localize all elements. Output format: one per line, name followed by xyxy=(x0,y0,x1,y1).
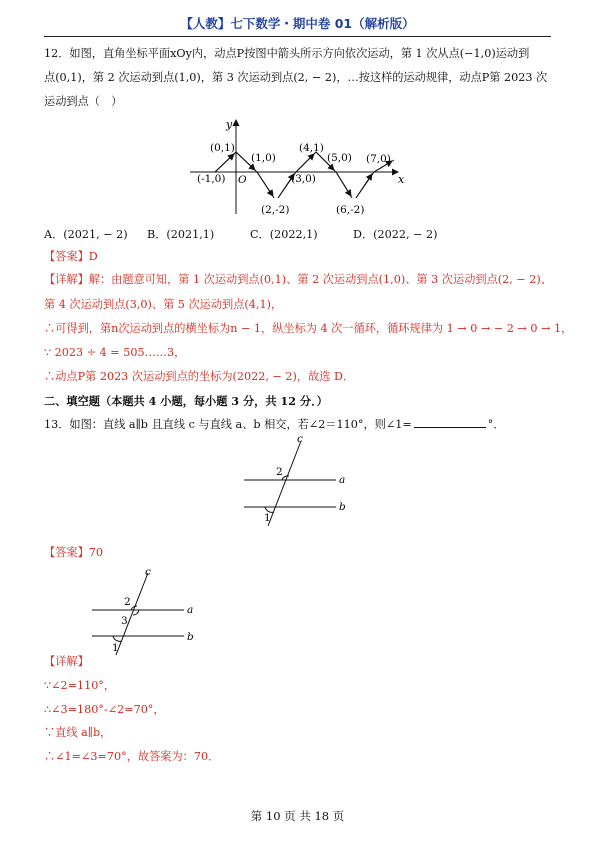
label-angle-1: 1 xyxy=(112,642,119,654)
detail-text: 解：由题意可知，第 1 次运动到点(0,1)、第 2 次运动到点(1,0)、第 3 次运动到点(2, − 2)、 xyxy=(88,273,552,286)
answer-blank xyxy=(414,417,486,428)
q12-coordinate-figure xyxy=(186,116,426,220)
line-c xyxy=(268,441,301,526)
q12-line2: 点(0,1)，第 2 次运动到点(1,0)，第 3 次运动到点(2, − 2)，…按这样的运动规律，动点P第 2023 次 xyxy=(44,71,548,84)
point-label-6-neg2: (6,-2) xyxy=(336,204,365,216)
point-label-2-neg2: (2,-2) xyxy=(261,204,290,216)
q13-text: 13．如图：直线 a∥b 且直线 c 与直线 a、b 相交，若∠2＝110°，则∠1= xyxy=(44,418,412,431)
point-label-5-0: (5,0) xyxy=(327,152,352,164)
arrow-8 xyxy=(356,174,372,198)
path-segment-3 xyxy=(356,160,394,198)
option-d: D．(2022, − 2) xyxy=(353,228,438,241)
q13-detail-4: ∴∠1=∠3=70°，故答案为：70． xyxy=(44,750,220,763)
header-rule xyxy=(44,36,551,37)
label-angle-3: 3 xyxy=(121,615,128,627)
q12-detail-4: ∵ 2023 ÷ 4 = 505……3， xyxy=(44,346,186,359)
angle-3-arc xyxy=(133,610,139,615)
axis-x-label: x xyxy=(398,173,405,186)
label-angle-2: 2 xyxy=(124,596,131,608)
q12-detail-5: ∴动点P第 2023 次运动到点的坐标为(2022, − 2)，故选 D． xyxy=(44,370,355,383)
q12-line1: 12．如图，直角坐标平面xOy内，动点P按图中箭头所示方向依次运动，第 1 次从点(−1,0)运动到 xyxy=(44,47,530,60)
angle-2-arc xyxy=(282,476,289,480)
point-label-neg1-0: (-1,0) xyxy=(197,173,226,185)
q13-detail-tag: 【详解】 xyxy=(44,655,89,668)
point-label-7-0: (7,0) xyxy=(366,153,391,165)
origin-label: O xyxy=(238,174,247,186)
line-c xyxy=(116,573,148,655)
point-label-4-1: (4,1) xyxy=(299,142,324,154)
label-b: b xyxy=(187,631,194,643)
q13-figure-1 xyxy=(238,432,358,532)
q12-answer: 【答案】D xyxy=(44,250,98,263)
q13-detail-1: ∵∠2=110°， xyxy=(44,679,116,692)
label-b: b xyxy=(339,501,346,513)
option-b: B．(2021,1) xyxy=(147,228,215,241)
arrow-5 xyxy=(296,154,314,172)
point-label-0-1: (0,1) xyxy=(210,142,235,154)
label-c: c xyxy=(145,566,151,578)
q12-detail-3: ∴可得到，第n次运动到点的横坐标为n − 1，纵坐标为 4 次一循环，循环规律为 1 → 0 → − 2 → 0 → 1， xyxy=(44,322,573,335)
point-label-3-0: (3,0) xyxy=(291,173,316,185)
q13-detail-3: ∵直线 a∥b， xyxy=(44,726,112,739)
q12-detail-1 xyxy=(44,272,552,288)
label-a: a xyxy=(187,604,194,616)
option-a: A．(2021, − 2) xyxy=(44,228,128,241)
label-c: c xyxy=(297,433,303,445)
arrow-3 xyxy=(257,172,273,196)
arrow-7 xyxy=(336,172,351,196)
page-footer: 第 10 页 共 18 页 xyxy=(250,809,345,823)
label-angle-2: 2 xyxy=(276,466,283,478)
q12-line3: 运动到点（ ） xyxy=(44,95,123,108)
point-label-1-0: (1,0) xyxy=(251,152,276,164)
arrow-1 xyxy=(215,154,234,172)
q12-detail-2: 第 4 次运动到点(3,0)、第 5 次运动到点(4,1)， xyxy=(44,298,283,311)
angle-1-arc xyxy=(113,636,122,641)
q13-answer: 【答案】70 xyxy=(44,546,103,559)
detail-tag: 【详解】 xyxy=(44,273,89,286)
page-header: 【人教】七下数学・期中卷 01（解析版） xyxy=(180,16,415,31)
q13-figure-2 xyxy=(86,565,206,657)
option-c: C．(2022,1) xyxy=(250,228,318,241)
label-a: a xyxy=(339,474,346,486)
label-angle-1: 1 xyxy=(264,512,271,524)
axis-y-label: y xyxy=(226,118,233,131)
q13-detail-2: ∴∠3=180°-∠2=70°， xyxy=(44,703,165,716)
section-heading: 二、填空题（本题共 4 小题，每小题 3 分，共 12 分．） xyxy=(44,394,328,408)
q13-question xyxy=(44,417,505,433)
q13-text-end: °． xyxy=(487,418,505,431)
